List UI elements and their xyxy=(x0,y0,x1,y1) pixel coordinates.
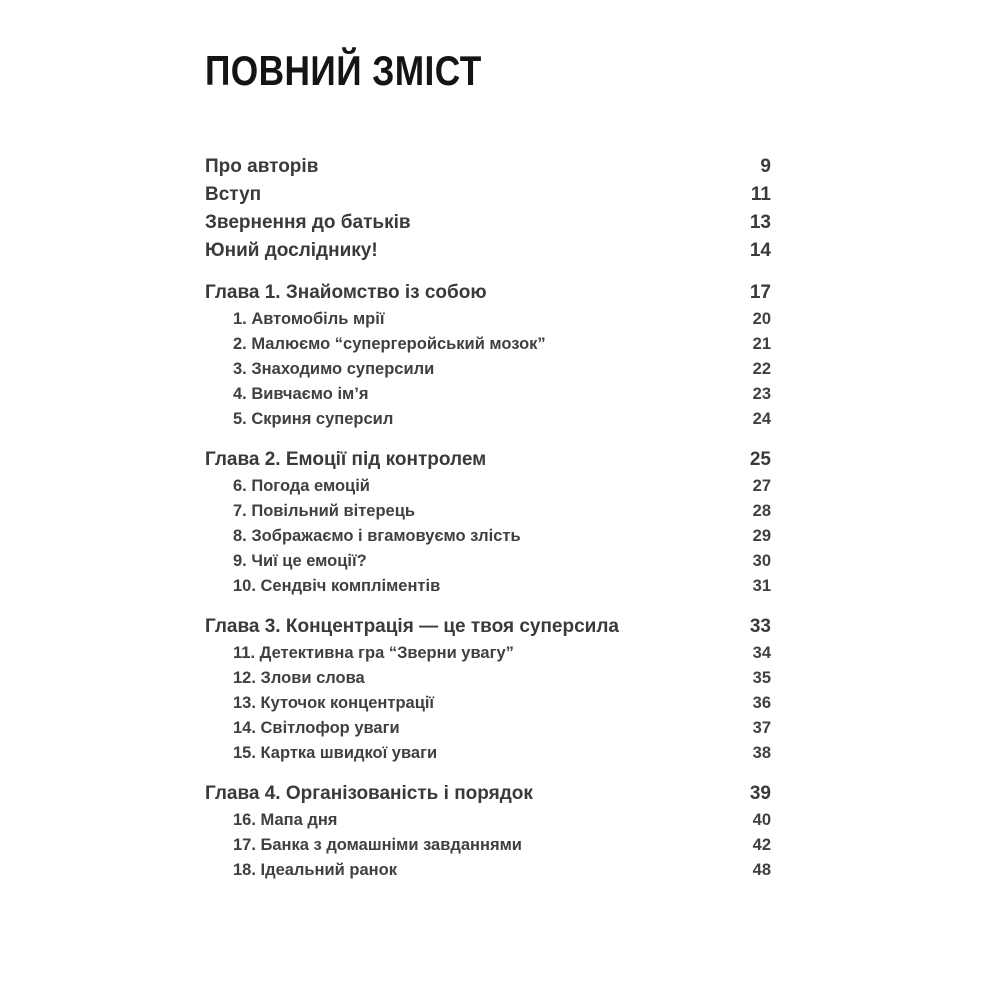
toc-entry-page-number: 29 xyxy=(752,527,771,545)
toc-entry xyxy=(205,477,771,502)
toc-entry-page-number: 24 xyxy=(752,410,771,428)
toc-entry-label: Глава 1. Знайомство із собою xyxy=(205,282,487,303)
toc-entry-label: 13. Куточок концентрації xyxy=(233,694,435,712)
toc-entry-page-number: 14 xyxy=(749,240,771,261)
toc-entry-label: 10. Сендвіч компліментів xyxy=(233,577,441,595)
toc-entry-label: 2. Малюємо “супергеройський мозок” xyxy=(233,335,546,353)
toc-entry-page-number: 35 xyxy=(752,669,771,687)
toc-entry-page-number: 20 xyxy=(752,310,771,328)
toc-entry-page-number: 27 xyxy=(752,477,771,495)
toc-entry-label: Вступ xyxy=(205,184,262,205)
chapter-block xyxy=(205,282,771,435)
toc-entry-page-number: 23 xyxy=(752,385,771,403)
toc-entry-label: 9. Чиї це емоції? xyxy=(233,552,367,570)
toc-entry xyxy=(205,212,771,240)
toc-entry xyxy=(205,410,771,435)
toc-entry xyxy=(205,385,771,410)
toc-entry xyxy=(205,719,771,744)
toc-entry xyxy=(205,184,771,212)
toc-entry-label: 17. Банка з домашніми завданнями xyxy=(233,836,522,854)
toc-entry xyxy=(205,502,771,527)
toc-entry-page-number: 28 xyxy=(752,502,771,520)
front-matter-list xyxy=(205,156,771,268)
toc-entry xyxy=(205,335,771,360)
toc-entry-page-number: 36 xyxy=(752,694,771,712)
toc-entry-label: Глава 4. Організованість і порядок xyxy=(205,783,533,804)
toc-entry-label: 18. Ідеальний ранок xyxy=(233,861,397,879)
toc-entry-label: Глава 2. Емоції під контролем xyxy=(205,449,487,470)
toc-content xyxy=(205,48,771,886)
toc-entry xyxy=(205,744,771,769)
toc-entry-page-number: 37 xyxy=(752,719,771,737)
chapter-heading xyxy=(205,783,771,811)
toc-entry xyxy=(205,156,771,184)
toc-entry-page-number: 13 xyxy=(749,212,771,233)
chapter-block xyxy=(205,616,771,769)
toc-entry-page-number: 34 xyxy=(752,644,771,662)
toc-entry xyxy=(205,836,771,861)
toc-entry-label: Звернення до батьків xyxy=(205,212,411,233)
toc-entry-label: 14. Світлофор уваги xyxy=(233,719,400,737)
toc-entry-page-number: 11 xyxy=(750,184,771,205)
page-title: ПОВНИЙ ЗМІСТ xyxy=(205,47,482,94)
toc-entry-page-number: 39 xyxy=(749,783,771,804)
toc-entry-label: 16. Мапа дня xyxy=(233,811,338,829)
chapter-block xyxy=(205,449,771,602)
toc-entry xyxy=(205,240,771,268)
toc-entry-page-number: 48 xyxy=(752,861,771,879)
toc-entry-page-number: 33 xyxy=(749,616,771,637)
chapters-list xyxy=(205,282,771,886)
toc-entry xyxy=(205,811,771,836)
chapter-heading xyxy=(205,282,771,310)
toc-entry xyxy=(205,527,771,552)
toc-entry-label: 12. Злови слова xyxy=(233,669,365,687)
toc-entry-label: 6. Погода емоцій xyxy=(233,477,370,495)
toc-entry-label: 4. Вивчаємо ім’я xyxy=(233,385,369,403)
chapter-block xyxy=(205,783,771,886)
toc-entry-label: Юний досліднику! xyxy=(205,240,378,261)
toc-entry-page-number: 38 xyxy=(752,744,771,762)
toc-entry-label: Глава 3. Концентрація — це твоя суперсила xyxy=(205,616,619,637)
toc-entry-label: 3. Знаходимо суперсили xyxy=(233,360,435,378)
toc-entry-page-number: 30 xyxy=(752,552,771,570)
toc-entry xyxy=(205,577,771,602)
toc-entry-page-number: 25 xyxy=(749,449,771,470)
toc-entry xyxy=(205,310,771,335)
toc-entry-label: 15. Картка швидкої уваги xyxy=(233,744,438,762)
toc-entry-page-number: 40 xyxy=(752,811,771,829)
toc-entry-label: 8. Зображаємо і вгамовуємо злість xyxy=(233,527,521,545)
toc-entry-label: Про авторів xyxy=(205,156,319,177)
toc-entry xyxy=(205,694,771,719)
toc-entry-label: 1. Автомобіль мрії xyxy=(233,310,385,328)
toc-entry xyxy=(205,861,771,886)
toc-entry-label: 11. Детективна гра “Зверни увагу” xyxy=(233,644,514,662)
toc-entry-page-number: 31 xyxy=(752,577,771,595)
toc-entry-page-number: 9 xyxy=(760,156,771,177)
toc-entry-label: 5. Скриня суперсил xyxy=(233,410,394,428)
toc-entry-page-number: 21 xyxy=(752,335,771,353)
toc-entry xyxy=(205,669,771,694)
chapter-heading xyxy=(205,616,771,644)
toc-entry xyxy=(205,360,771,385)
toc-entry xyxy=(205,552,771,577)
toc-entry-page-number: 22 xyxy=(752,360,771,378)
chapter-heading xyxy=(205,449,771,477)
toc-entry-page-number: 17 xyxy=(749,282,771,303)
toc-entry xyxy=(205,644,771,669)
toc-entry-page-number: 42 xyxy=(752,836,771,854)
toc-entry-label: 7. Повільний вітерець xyxy=(233,502,415,520)
